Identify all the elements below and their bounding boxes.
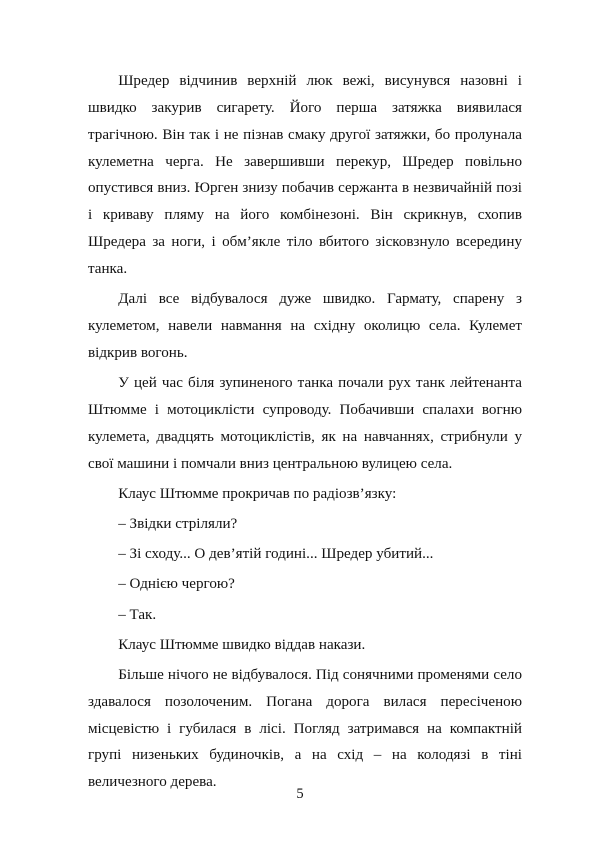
dialogue-line: – Звідки стріляли? — [118, 516, 238, 532]
page-body-text — [88, 68, 522, 796]
page-number: 5 — [296, 786, 304, 802]
paragraph: Клаус Штюмме прокричав по радіозв’язку: — [118, 485, 397, 502]
paragraph: Далі все відбувалося дуже швидко. Гармату, спарену з кулеметом, навели навмання на східну околицю села. Кулемет відкрив вогонь. — [88, 291, 522, 361]
paragraph: Клаус Штюмме швидко віддав накази. — [118, 636, 366, 653]
paragraph: Шредер відчинив верхній люк вежі, висунувся назовні і швидко закурив сигарету. Його перша затяжка виявилася трагічною. Він так і не пізнав смаку другої затяжки, бо пролунала кулеметна черга. Не завершивши перекур, Шредер повільно опустився вниз. Юрген знизу побачив сержанта в незвичайній позі і криваву пляму на його комбінезоні. Він скрикнув, схопив Шредера за ноги, і обм’якле тіло вбитого зісковзнуло всередину танка. — [88, 73, 522, 278]
dialogue-line: – Зі сходу... О дев’ятій годині... Шредер убитий... — [118, 546, 434, 563]
paragraph: Більше нічого не відбувалося. Під сонячними променями село здавалося позолоченим. Погана дорога вилася пересіченою місцевістю і губилася в лісі. Погляд затримався на компактній групі низеньких будиночків, а на схід – на колодязі в тіні величезного дерева. — [88, 666, 522, 791]
dialogue-line: – Так. — [118, 606, 157, 623]
dialogue-line: – Однією чергою? — [118, 576, 235, 593]
paragraph: У цей час біля зупиненого танка почали рух танк лейтенанта Штюмме і мотоциклісти супроводу. Побачивши спалахи вогню кулемета, двадцять мотоциклістів, як на навчаннях, стрибнули у свої машини і помчали вниз центральною вулицею села. — [88, 375, 522, 472]
